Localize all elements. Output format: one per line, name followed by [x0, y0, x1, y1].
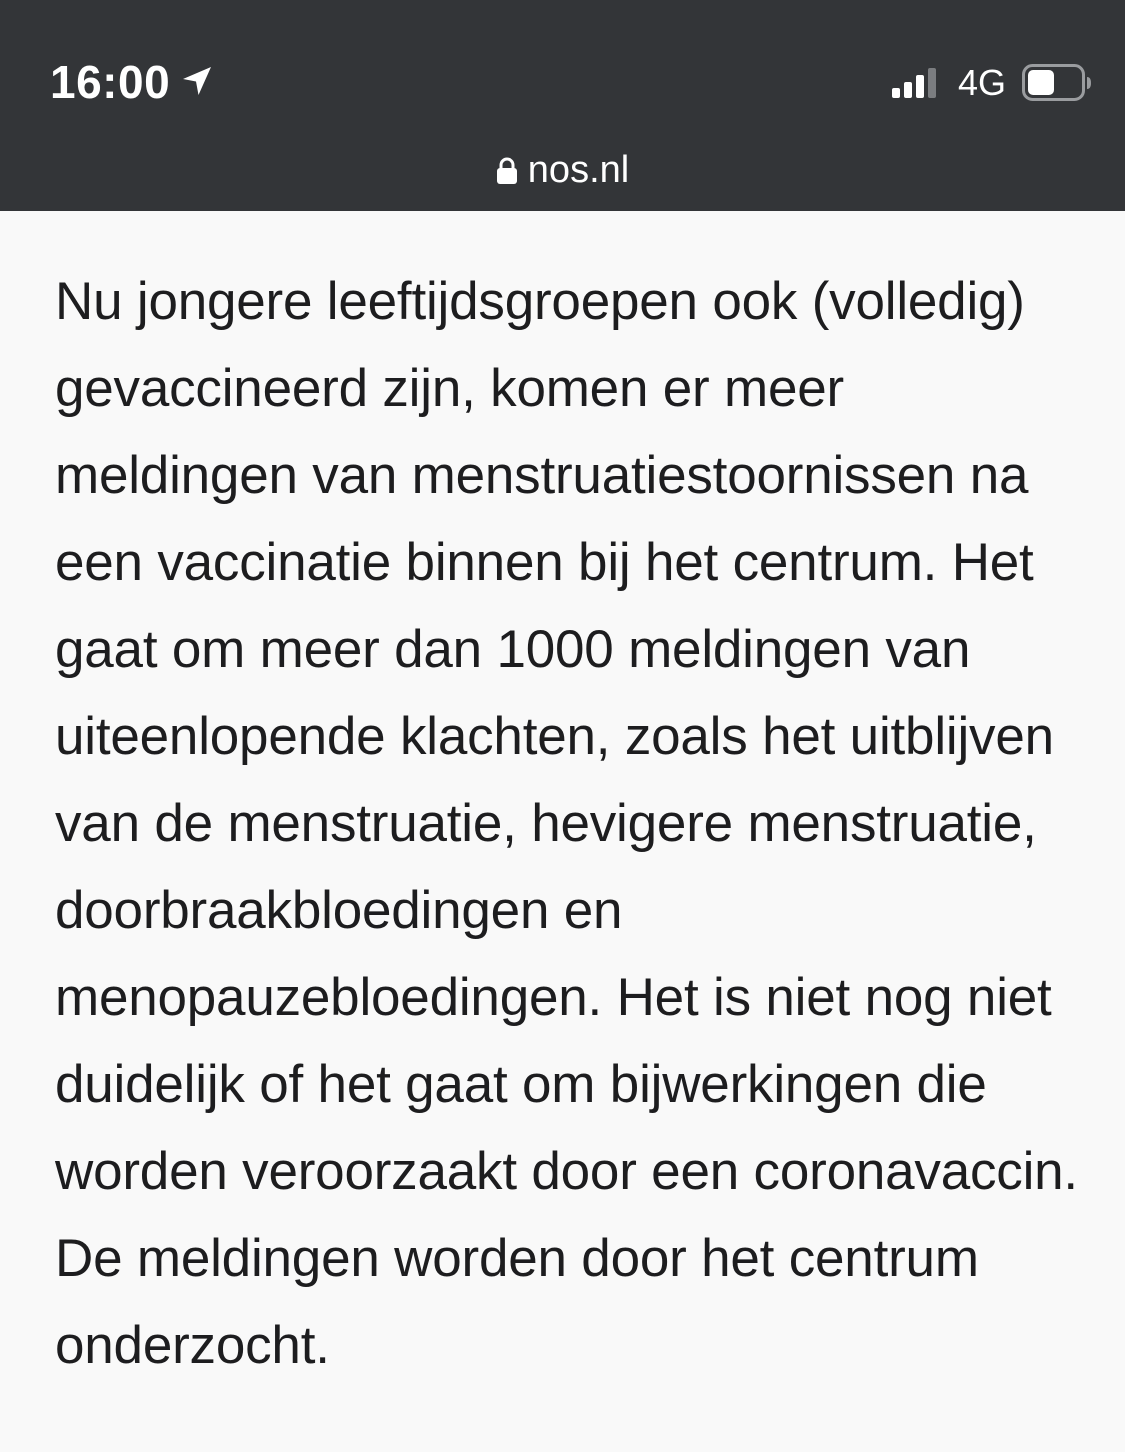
address-bar[interactable] [0, 146, 1125, 196]
status-and-address-bar [0, 0, 1125, 211]
article-content [55, 258, 1080, 1389]
battery-icon [1022, 64, 1092, 102]
location-arrow-icon [180, 64, 214, 98]
network-type: 4G [958, 62, 1007, 103]
article-paragraph: Nu jongere leeftijdsgroepen ook (volledig) gevaccineerd zijn, komen er meer meldingen van menstruatiestoornissen na een vaccinatie binnen bij het centrum. Het gaat om meer dan 1000 meldingen van uiteenlopende klachten, zoals het uitblijven van de menstruatie, hevigere menstruatie, doorbraakbloedingen en menopauzebloedingen. Het is niet nog niet duidelijk of het gaat om bijwerkingen die worden veroorzaakt door een coronavaccin. De meldingen worden door het centrum onderzocht. [55, 272, 1078, 1375]
lock-icon [496, 157, 518, 185]
signal-bars-icon [892, 68, 940, 100]
status-time: 16:00 [50, 56, 171, 108]
url-text: nos.nl [527, 149, 630, 191]
